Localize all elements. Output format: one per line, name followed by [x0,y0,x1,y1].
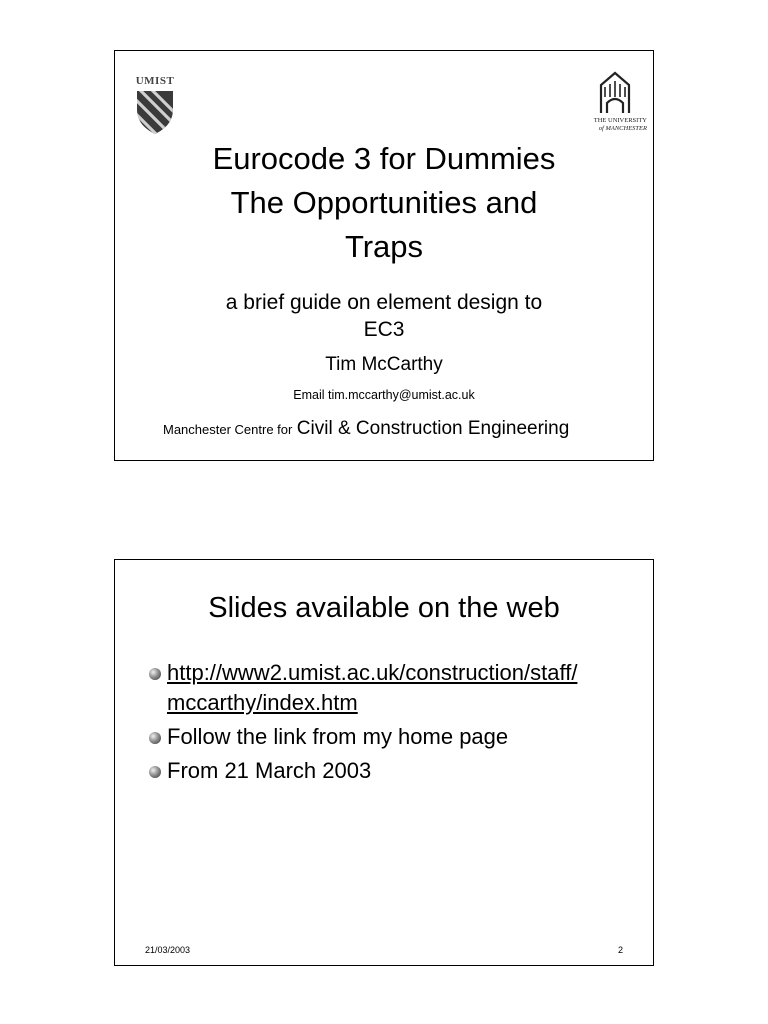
slide-footer-date: 21/03/2003 [145,945,191,955]
subtitle-line-2: EC3 [363,318,405,341]
centre-name [163,418,569,440]
slide-1-subtitle [115,289,653,343]
slide-1-title [115,137,653,269]
slide-page-number: 2 [617,945,623,955]
sphere-bullet-icon [149,732,161,744]
slides-url-link[interactable]: http://www2.umist.ac.uk/construction/staff/ mccarthy/index.htm [167,660,578,715]
title-line-2: The Opportunities and [230,185,538,220]
bullet-item-home-page [149,722,649,752]
umist-shield-icon [135,89,175,135]
bullet-text: From 21 March 2003 [167,758,372,783]
slide-2 [114,559,654,966]
bullet-item-date [149,756,649,786]
title-line-3: Traps [344,229,424,264]
bullet-item-url [149,658,649,718]
subtitle-line-1: a brief guide on element design to [225,291,543,314]
bullet-list [149,658,649,790]
title-line-1: Eurocode 3 for Dummies [212,141,556,176]
author-email: Email tim.mccarthy@umist.ac.uk [293,388,475,402]
author-name: Tim McCarthy [325,354,443,375]
umist-logo-text: UMIST [135,75,175,87]
slide-1 [114,50,654,461]
centre-title: Civil & Construction Engineering [296,418,570,439]
manchester-crest-icon [597,69,633,115]
manchester-logo-text [583,117,647,132]
umist-logo [131,75,179,139]
university-of-manchester-logo [583,69,647,139]
bullet-text: Follow the link from my home page [167,724,509,749]
sphere-bullet-icon [149,766,161,778]
slide-2-title: Slides available on the web [208,592,560,624]
manchester-logo-line1: THE UNIVERSITY [593,117,647,124]
sphere-bullet-icon [149,668,161,680]
centre-prefix: Manchester Centre for [163,422,293,437]
manchester-logo-line2: of MANCHESTER [598,124,647,132]
